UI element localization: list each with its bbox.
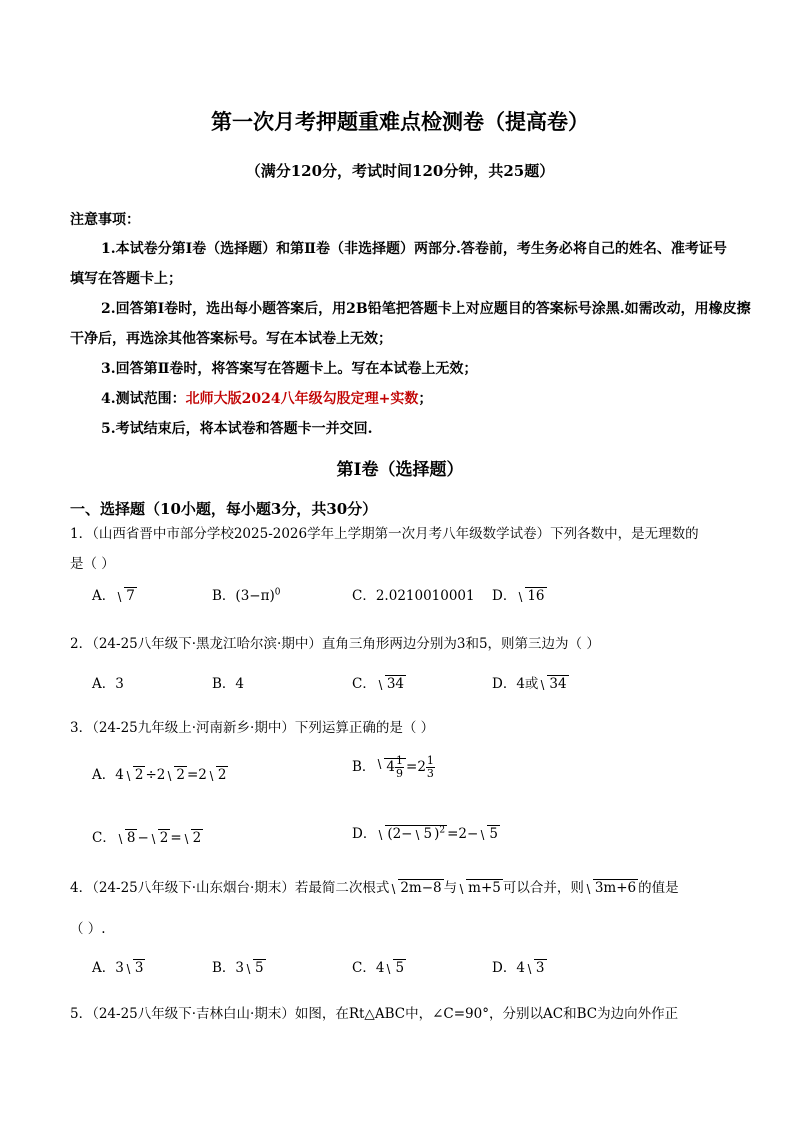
stem-text: ，则第三边为（ ）	[487, 636, 600, 652]
operator: =2−	[447, 826, 479, 842]
q4-stem-line-1	[70, 876, 679, 896]
note-4	[101, 388, 432, 408]
option-label: D．	[492, 676, 517, 692]
option-label: B．	[212, 588, 236, 604]
note-4-prefix: 4.测试范围：	[101, 391, 186, 407]
option-label: C．	[352, 960, 376, 976]
sqrt-expression	[376, 826, 447, 843]
q2-option-c	[352, 672, 406, 692]
exponent: 2	[439, 825, 446, 836]
q1-stem-line-1: 1．（山西省晋中市部分学校2025-2026学年上学期第一次月考八年级数学试卷）下列各数中，是无理数的	[70, 526, 699, 542]
sqrt-expression	[165, 767, 187, 783]
operator: −	[137, 830, 149, 846]
exponent: 0	[274, 587, 281, 598]
note-4-suffix: ；	[418, 391, 433, 407]
stem-text: 和	[563, 1006, 577, 1022]
note-2-line-1: 2.回答第Ⅰ卷时，选出每小题答案后，用2B铅笔把答题卡上对应题目的答案标号涂黑.如需改动，用橡皮擦	[101, 301, 751, 317]
radicand: 16	[527, 588, 545, 604]
q1-option-d	[492, 584, 547, 604]
angle-label: ∠C=90°	[432, 1006, 489, 1022]
radicand: 3	[134, 960, 144, 976]
stem-text: 2．（24-25八年级下·黑龙江哈尔滨·期中）直角三角形两边分别为	[70, 636, 457, 652]
q2-stem	[70, 632, 600, 652]
triangle-label: Rt△ABC	[348, 1006, 406, 1022]
part-heading: 一、选择题（10小题，每小题3分，共30分）	[70, 500, 378, 518]
radicand: 3m+6	[594, 880, 637, 896]
sqrt-expression	[244, 960, 266, 976]
radicand: 5	[255, 960, 264, 976]
q4-option-a	[92, 956, 145, 976]
q3-option-d	[352, 822, 500, 842]
note-5: 5.考试结束后，将本试卷和答题卡一并交回.	[101, 421, 373, 437]
numerator: 1	[426, 754, 434, 767]
section-title: 第Ⅰ卷（选择题）	[336, 460, 464, 480]
numerator: 1	[396, 754, 404, 767]
stem-text: 可以合并，则	[502, 880, 584, 896]
q3-option-c	[92, 826, 203, 846]
option-label: B．	[212, 676, 236, 692]
radicand: 3	[535, 960, 545, 976]
sqrt-expression	[149, 830, 171, 846]
q3-stem: 3．（24-25九年级上·河南新乡·期中）下列运算正确的是（ ）	[70, 720, 435, 736]
note-2-line-2: 干净后，再选涂其他答案标号。写在本试卷上无效；	[70, 331, 392, 347]
q2-option-b	[212, 672, 244, 692]
coef: 4	[115, 767, 124, 783]
option-label: A．	[92, 588, 116, 604]
option-label: D．	[492, 960, 517, 976]
coef: 4	[375, 960, 385, 976]
q1-option-c	[352, 584, 475, 604]
expression: 4	[235, 676, 245, 692]
option-label: C．	[352, 676, 376, 692]
sqrt-expression	[525, 960, 547, 976]
radicand: 2m−8	[400, 880, 442, 896]
option-label: C．	[92, 830, 116, 846]
stem-text: 中，	[405, 1006, 433, 1022]
stem-text: 和	[465, 636, 479, 652]
note-1-line-1: 1.本试卷分第Ⅰ卷（选择题）和第Ⅱ卷（非选择题）两部分.答卷前，考生务必将自己的姓名、准考证号	[101, 241, 727, 257]
q5-stem	[70, 1002, 678, 1022]
radicand: 5	[395, 960, 405, 976]
coef: 3	[235, 960, 245, 976]
q3-option-b	[352, 755, 435, 780]
sqrt-expression	[538, 676, 568, 692]
radicand: 5	[489, 826, 498, 842]
stem-text: 的值是	[638, 880, 679, 896]
option-label: C．	[352, 588, 376, 604]
option-label: B．	[352, 759, 376, 775]
segment-label: BC	[576, 1006, 598, 1022]
denominator: 3	[426, 767, 434, 780]
stem-text: ，分别以	[488, 1006, 543, 1022]
radicand: 34	[386, 676, 405, 692]
note-1-line-2: 填写在答题卡上；	[70, 271, 182, 287]
option-label: D．	[352, 826, 377, 842]
sqrt-expression	[116, 830, 138, 846]
stem-text: 为边向外作正	[597, 1006, 679, 1022]
q1-option-a	[92, 584, 137, 604]
sqrt-expression	[124, 767, 146, 783]
radicand: 2	[176, 767, 185, 783]
q4-option-c	[352, 956, 406, 976]
radicand: 2	[134, 767, 144, 783]
radicand	[385, 825, 447, 842]
sqrt-expression	[207, 767, 229, 783]
expression: )	[434, 826, 440, 842]
expression: (2−	[387, 826, 413, 842]
test-range: 北师大版2024八年级勾股定理+实数	[185, 391, 419, 407]
side-length-1: 3	[456, 636, 466, 652]
coef: 4	[516, 960, 525, 976]
operator: =2	[186, 767, 207, 783]
expression: (3−π)	[235, 588, 275, 604]
sqrt-expression	[584, 880, 638, 896]
q2-option-a	[92, 672, 124, 692]
operator: =2	[406, 759, 426, 775]
sqrt-expression	[376, 676, 406, 692]
sqrt-expression	[115, 588, 137, 604]
radicand: 2	[192, 830, 202, 846]
denominator: 9	[396, 767, 404, 780]
option-label: D．	[492, 588, 517, 604]
page-subtitle: （满分120分，考试时间120分钟，共25题）	[245, 162, 555, 180]
sqrt-expression	[457, 880, 503, 896]
expression: 3	[115, 676, 124, 692]
notes-heading: 注意事项：	[70, 212, 140, 228]
radicand: 8	[126, 830, 136, 846]
option-label: B．	[212, 960, 236, 976]
stem-text: 5．（24-25八年级下·吉林白山·期末）如图，在	[70, 1006, 349, 1022]
operator: ÷2	[145, 767, 166, 783]
page-title: 第一次月考押题重难点检测卷（提高卷）	[211, 109, 589, 134]
stem-text: 与	[443, 880, 458, 896]
option-label: A．	[92, 767, 116, 783]
sqrt-expression	[182, 830, 204, 846]
sqrt-expression	[413, 826, 435, 842]
expression: 4或	[516, 676, 539, 692]
radicand: 2	[217, 767, 227, 783]
q2-option-d	[492, 672, 569, 692]
q4-option-d	[492, 956, 547, 976]
sqrt-expression	[516, 588, 546, 604]
fraction	[426, 755, 435, 780]
side-length-2: 5	[478, 636, 488, 652]
segment-label: AC	[542, 1006, 564, 1022]
option-label: A．	[92, 676, 116, 692]
operator: =	[170, 830, 182, 846]
sqrt-expression	[389, 880, 443, 896]
sqrt-expression	[384, 960, 406, 976]
option-label: A．	[92, 960, 116, 976]
sqrt-expression	[478, 826, 500, 842]
radicand: 2	[159, 830, 169, 846]
sqrt-expression	[375, 755, 406, 780]
radicand: m+5	[468, 880, 501, 896]
radicand: 5	[423, 826, 433, 842]
integer-part: 4	[386, 759, 396, 775]
q4-stem-line-2: （ ）.	[70, 921, 106, 937]
q4-option-b	[212, 956, 266, 976]
sqrt-expression	[124, 960, 146, 976]
q1-option-b	[212, 584, 280, 604]
q1-stem-line-2: 是（ ）	[70, 556, 115, 572]
note-3: 3.回答第Ⅱ卷时，将答案写在答题卡上。写在本试卷上无效；	[101, 361, 478, 377]
coef: 3	[115, 960, 124, 976]
radicand: 7	[126, 588, 135, 604]
radicand	[384, 754, 406, 780]
stem-text: 4．（24-25八年级下·山东烟台·期末）若最简二次根式	[70, 880, 390, 896]
fraction	[395, 755, 404, 780]
q3-option-a	[92, 763, 228, 783]
expression: 2.0210010001	[375, 588, 475, 604]
radicand: 34	[549, 676, 567, 692]
